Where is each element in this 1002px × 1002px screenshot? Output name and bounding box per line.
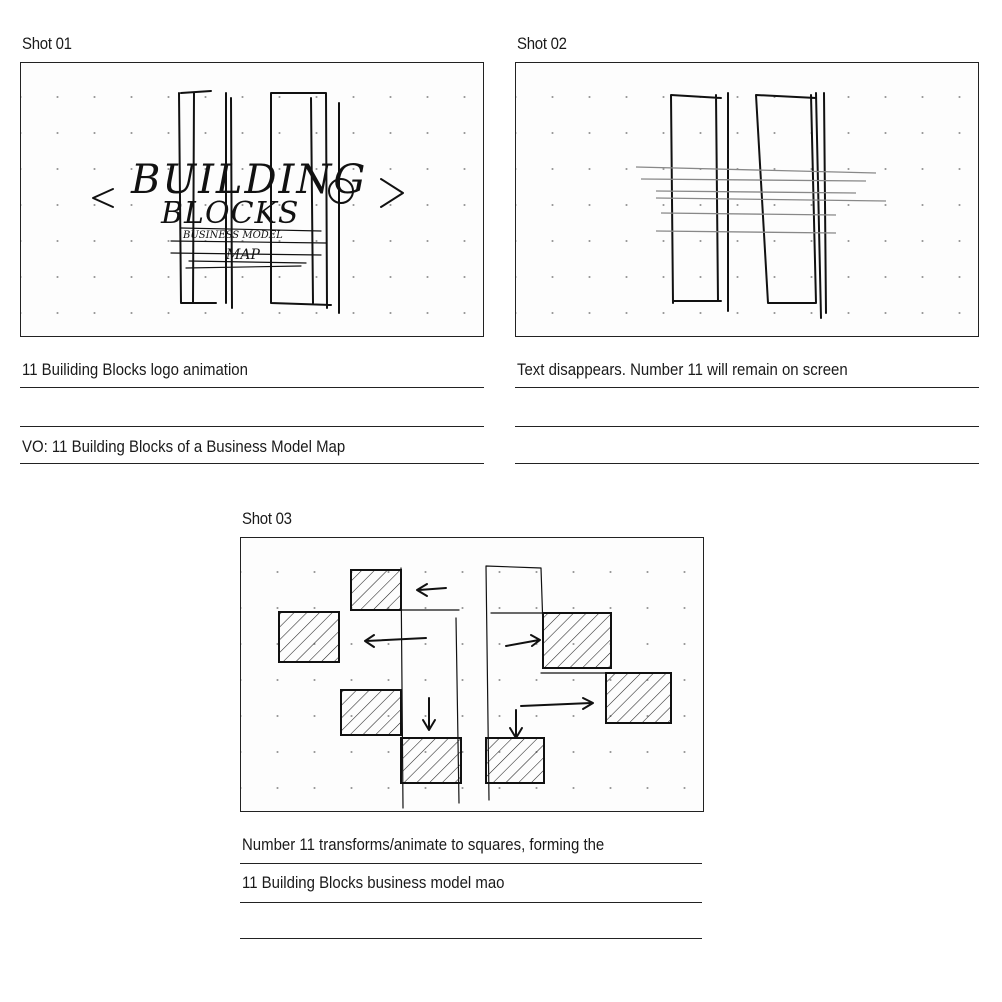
shot-02-caption-line-1 xyxy=(515,387,979,388)
shot-01-frame xyxy=(20,62,484,337)
shot-03-frame xyxy=(240,537,704,812)
block-square xyxy=(401,738,461,783)
shot-02-caption-line-2 xyxy=(515,426,979,427)
shot-01-caption-3: VO: 11 Building Blocks of a Business Model Map xyxy=(22,437,346,456)
shot-01-caption-line-1 xyxy=(20,387,484,388)
shot-01-title: Shot 01 xyxy=(22,34,72,53)
sketch-word-building: BUILDING xyxy=(131,157,368,203)
shot-03-title: Shot 03 xyxy=(242,509,292,528)
shot-02-sketch xyxy=(516,63,979,337)
shot-01-caption-line-3 xyxy=(20,463,484,464)
block-square xyxy=(351,570,401,610)
sketch-word-blocks: BLOCKS xyxy=(161,196,300,231)
shot-03-caption-line-2 xyxy=(240,902,702,903)
arrow-icon xyxy=(365,635,426,647)
block-square xyxy=(279,612,339,662)
shot-03-sketch xyxy=(241,538,704,812)
arrow-icon xyxy=(510,710,522,738)
shot-02-title: Shot 02 xyxy=(517,34,567,53)
shot-02-caption-1: Text disappears. Number 11 will remain on screen xyxy=(517,360,848,379)
shot-03-caption-line-1 xyxy=(240,863,702,864)
block-square xyxy=(486,738,544,783)
shot-01-caption-1: 11 Builiding Blocks logo animation xyxy=(22,360,248,379)
sketch-word-business-model: BUSINESS MODEL xyxy=(183,230,283,241)
shot-01-sketch xyxy=(21,63,484,337)
shot-03-caption-line-3 xyxy=(240,938,702,939)
arrow-icon xyxy=(506,635,540,646)
sketch-word-map: MAP xyxy=(226,247,260,263)
shot-03-caption-2: 11 Building Blocks business model mao xyxy=(242,873,505,892)
shot-03-caption-1: Number 11 transforms/animate to squares, forming the xyxy=(242,835,605,854)
shot-01-caption-line-2 xyxy=(20,426,484,427)
block-square xyxy=(543,613,611,668)
block-square xyxy=(341,690,401,735)
arrow-icon xyxy=(423,698,435,730)
shot-02-frame xyxy=(515,62,979,337)
arrow-icon xyxy=(417,584,446,596)
arrow-icon xyxy=(521,698,593,709)
block-square xyxy=(606,673,671,723)
shot-02-caption-line-3 xyxy=(515,463,979,464)
